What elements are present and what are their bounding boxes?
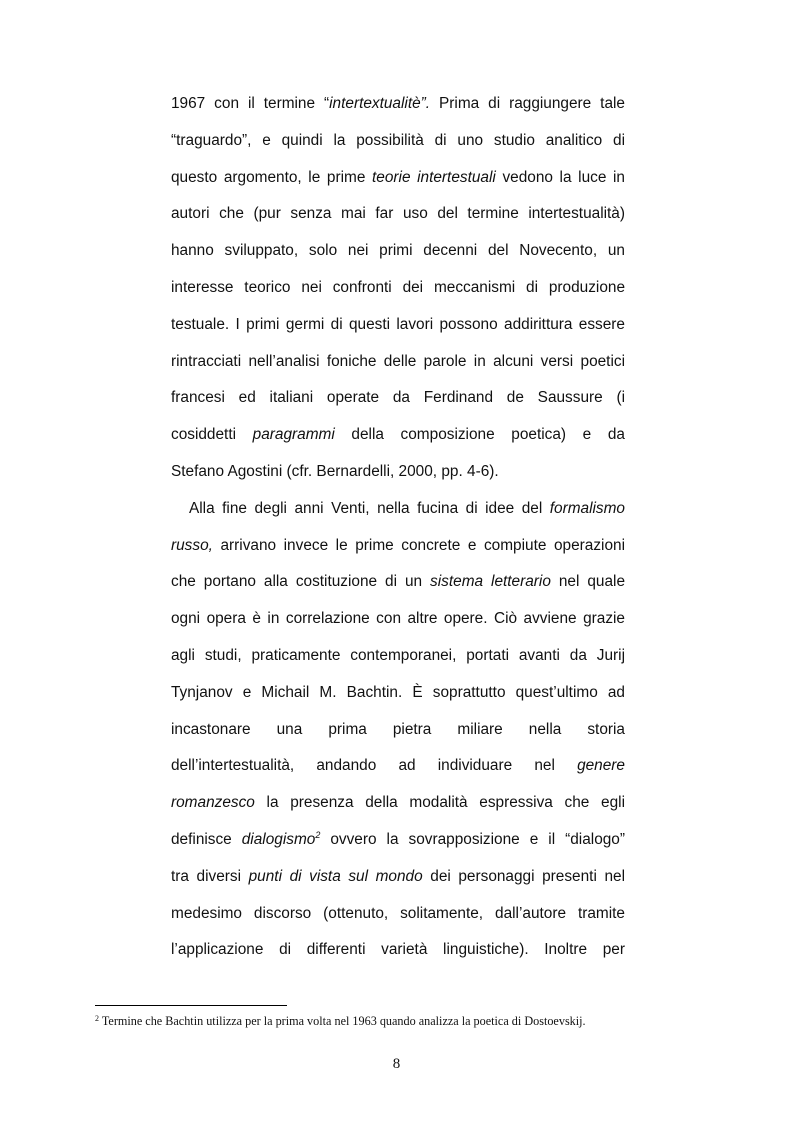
- text-segment: della composizione poetica) e da: [334, 426, 625, 444]
- text-segment: “traguardo”, e quindi la possibilità di uno studio analitico di: [171, 131, 625, 149]
- text-segment: tra diversi: [171, 867, 249, 885]
- text-line: [171, 638, 625, 675]
- text-segment: incastonare una prima pietra miliare nella storia: [171, 720, 625, 738]
- text-segment: arrivano invece le prime concrete e compiute operazioni: [212, 536, 625, 554]
- text-segment: definisce: [171, 830, 242, 848]
- text-segment: ovvero la sovrapposizione e il “dialogo”: [320, 830, 625, 848]
- text-segment: agli studi, praticamente contemporanei, portati avanti da Jurij: [171, 646, 625, 664]
- text-segment: francesi ed italiani operate da Ferdinand de Saussure (i: [171, 389, 625, 407]
- text-line: [171, 196, 625, 233]
- text-line: [171, 601, 625, 638]
- text-segment: Prima di raggiungere tale: [430, 95, 625, 112]
- text-line: [171, 859, 625, 896]
- text-line: [171, 491, 625, 528]
- italic-text: dialogismo: [241, 830, 316, 848]
- text-line: [171, 675, 625, 712]
- italic-text: formalismo: [549, 499, 625, 517]
- footnote-text: Termine che Bachtin utilizza per la prima volta nel 1963 quando analizza la poetica di Dostoevskij.: [99, 1014, 586, 1028]
- italic-text: paragrammi: [252, 426, 335, 444]
- text-line: [171, 344, 625, 381]
- text-line: [171, 307, 625, 344]
- italic-text: sistema letterario: [430, 573, 551, 591]
- text-line: [171, 712, 625, 749]
- text-segment: 1967 con il termine “: [171, 95, 330, 112]
- text-segment: Tynjanov e Michail M. Bachtin. È soprattutto quest’ultimo ad: [171, 683, 625, 701]
- text-segment: che portano alla costituzione di un: [171, 573, 431, 591]
- text-segment: ogni opera è in correlazione con altre opere. Ciò avviene grazie: [171, 610, 625, 628]
- italic-text: punti di vista sul mondo: [248, 867, 423, 885]
- text-line: [171, 564, 625, 601]
- footnote-reference: 2: [315, 829, 321, 840]
- text-segment: la presenza della modalità espressiva che egli: [254, 794, 625, 812]
- text-line: [171, 86, 625, 123]
- footnote: [95, 1013, 655, 1029]
- text-line: [171, 932, 625, 969]
- footnote-separator: [95, 1005, 287, 1006]
- text-segment: hanno sviluppato, solo nei primi decenni del Novecento, un: [171, 242, 625, 260]
- text-segment: questo argomento, le prime: [171, 168, 372, 186]
- italic-text: intertextualitè”.: [329, 95, 431, 112]
- text-segment: l’applicazione di differenti varietà linguistiche). Inoltre per: [171, 941, 625, 959]
- page-number: 8: [392, 1056, 401, 1072]
- text-segment: dell’intertestualità, andando ad individuare nel: [171, 757, 578, 775]
- text-segment: interesse teorico nei confronti dei meccanismi di produzione: [171, 278, 625, 296]
- text-line: [171, 417, 625, 454]
- text-segment: autori che (pur senza mai far uso del termine intertestualità): [171, 205, 625, 223]
- text-line: [171, 454, 625, 491]
- text-line: [171, 380, 625, 417]
- footnote-marker: 2: [95, 1014, 99, 1023]
- text-line: [171, 123, 625, 160]
- italic-text: russo,: [171, 536, 213, 554]
- text-line: [171, 896, 625, 933]
- italic-text: genere: [577, 757, 625, 775]
- text-segment: rintracciati nell’analisi foniche delle parole in alcuni versi poetici: [171, 352, 625, 370]
- text-segment: Alla fine degli anni Venti, nella fucina di idee del: [189, 499, 550, 517]
- text-line: [171, 785, 625, 822]
- text-line: [171, 748, 625, 785]
- text-line: [171, 270, 625, 307]
- text-segment: vedono la luce in: [495, 168, 625, 186]
- italic-text: romanzesco: [171, 794, 255, 812]
- text-segment: dei personaggi presenti nel: [422, 867, 625, 885]
- text-line: [171, 822, 625, 859]
- text-line: [171, 160, 625, 197]
- text-line: [171, 233, 625, 270]
- text-line: [171, 528, 625, 565]
- text-segment: medesimo discorso (ottenuto, solitamente, dall’autore tramite: [171, 904, 625, 922]
- body-text: [171, 86, 625, 969]
- text-segment: testuale. I primi germi di questi lavori possono addirittura essere: [171, 315, 625, 333]
- italic-text: teorie intertestuali: [372, 168, 496, 186]
- text-segment: nel quale: [550, 573, 626, 591]
- text-segment: cosiddetti: [171, 426, 253, 444]
- text-segment: Stefano Agostini (cfr. Bernardelli, 2000, pp. 4-6).: [171, 462, 499, 480]
